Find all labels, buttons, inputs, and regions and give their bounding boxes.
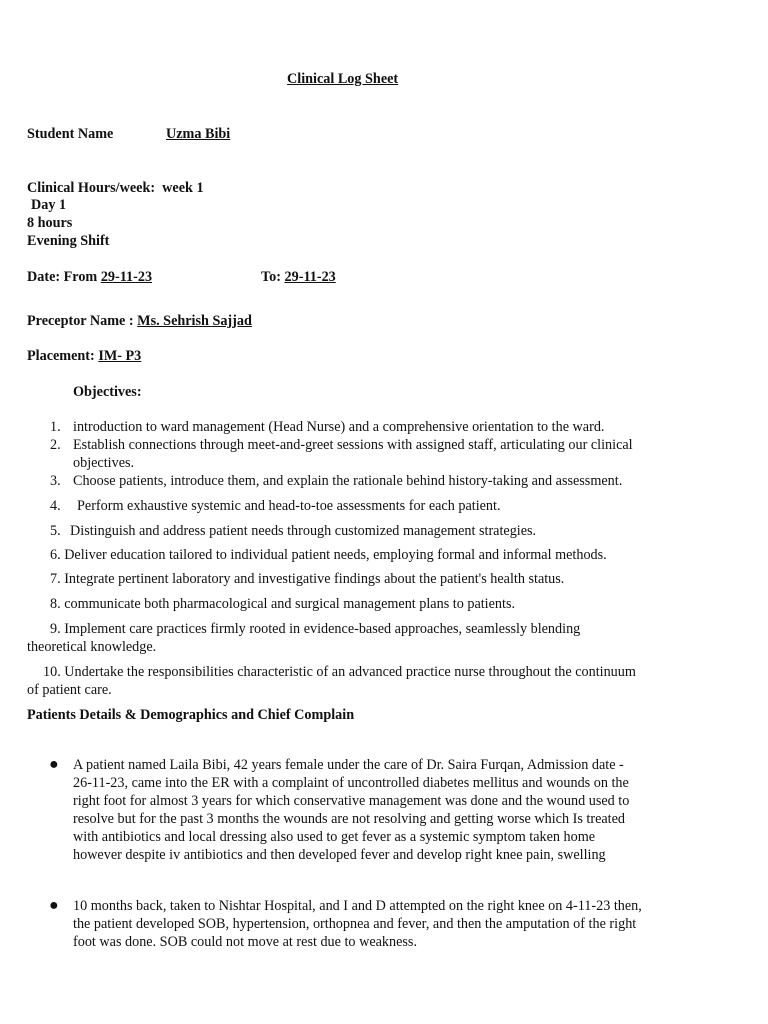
placement-value: IM- P3 (98, 348, 142, 364)
patient-detail-line: A patient named Laila Bibi, 42 years female under the care of Dr. Saira Furqan, Admission date - (73, 757, 624, 773)
clinical-hours-week: week 1 (162, 180, 204, 196)
objective-text: Distinguish and address patient needs through customized management strategies. (70, 523, 537, 539)
date-to-row (261, 268, 336, 286)
clinical-hours-row (27, 179, 204, 197)
student-name-label: Student Name (27, 126, 114, 142)
objective-text-continued: of patient care. (27, 682, 112, 698)
patient-detail-line: 10 months back, taken to Nishtar Hospital, and I and D attempted on the right knee on 4-11-23 then, (73, 898, 642, 914)
date-to-value: 29-11-23 (284, 269, 336, 285)
objective-number: 3. (50, 473, 61, 489)
placement-row (27, 347, 141, 365)
patient-detail-line: resolve but for the past 3 months the wounds are not resolving and getting worse which Is treated (73, 811, 626, 827)
objective-text: 7. Integrate pertinent laboratory and investigative findings about the patient's health status. (50, 571, 565, 587)
placement-label: Placement: (27, 348, 95, 364)
clinical-hours-label: Clinical Hours/week: (27, 180, 156, 196)
preceptor-row (27, 312, 252, 330)
date-from-label: Date: From (27, 269, 98, 285)
clinical-duration: 8 hours (27, 215, 73, 231)
objective-text: 9. Implement care practices firmly rooted in evidence-based approaches, seamlessly blending (50, 621, 581, 637)
objective-text-continued: theoretical knowledge. (27, 639, 157, 655)
patients-heading: Patients Details & Demographics and Chief Complain (27, 707, 355, 723)
objective-number: 4. (50, 498, 61, 514)
objective-number: 1. (50, 419, 61, 435)
preceptor-label: Preceptor Name : (27, 313, 134, 329)
patient-detail-line: the patient developed SOB, hypertension, orthopnea and fever, and then the amputation of the right (73, 916, 637, 932)
objective-text: 6. Deliver education tailored to individual patient needs, employing formal and informal methods. (50, 547, 607, 563)
clinical-shift: Evening Shift (27, 233, 110, 249)
objective-text: Choose patients, introduce them, and explain the rationale behind history-taking and assessment. (73, 473, 623, 489)
objective-text: 10. Undertake the responsibilities characteristic of an advanced practice nurse throughout the continuum (43, 664, 636, 680)
objective-text: 8. communicate both pharmacological and surgical management plans to patients. (50, 596, 516, 612)
page-title: Clinical Log Sheet (287, 71, 399, 87)
preceptor-value: Ms. Sehrish Sajjad (137, 313, 252, 329)
objective-text: Perform exhaustive systemic and head-to-toe assessments for each patient. (77, 498, 501, 514)
bullet-dot: ● (49, 897, 59, 914)
objectives-heading: Objectives: (73, 384, 142, 400)
objective-number: 5. (50, 523, 61, 539)
patient-detail-line: right foot for almost 3 years for which conservative management was done and the wound used to (73, 793, 630, 809)
objective-text-continued: objectives. (73, 455, 135, 471)
objective-text: introduction to ward management (Head Nurse) and a comprehensive orientation to the ward. (73, 419, 605, 435)
patient-detail-line: with antibiotics and local dressing also used to get fever as a systemic symptom taken home (73, 829, 596, 845)
date-to-label: To: (261, 269, 281, 285)
date-from-row (27, 268, 152, 286)
student-name-value: Uzma Bibi (166, 126, 231, 142)
bullet-dot: ● (49, 756, 59, 773)
patient-detail-line: foot was done. SOB could not move at rest due to weakness. (73, 934, 417, 950)
date-from-value: 29-11-23 (100, 269, 153, 285)
objective-number: 2. (50, 437, 61, 453)
clinical-day: Day 1 (31, 197, 67, 213)
patient-detail-line: however despite iv antibiotics and then developed fever and develop right knee pain, swelling (73, 847, 606, 863)
patient-detail-line: 26-11-23, came into the ER with a complaint of uncontrolled diabetes mellitus and wounds on the (73, 775, 629, 791)
objective-text: Establish connections through meet-and-greet sessions with assigned staff, articulating our clinical (73, 437, 633, 453)
